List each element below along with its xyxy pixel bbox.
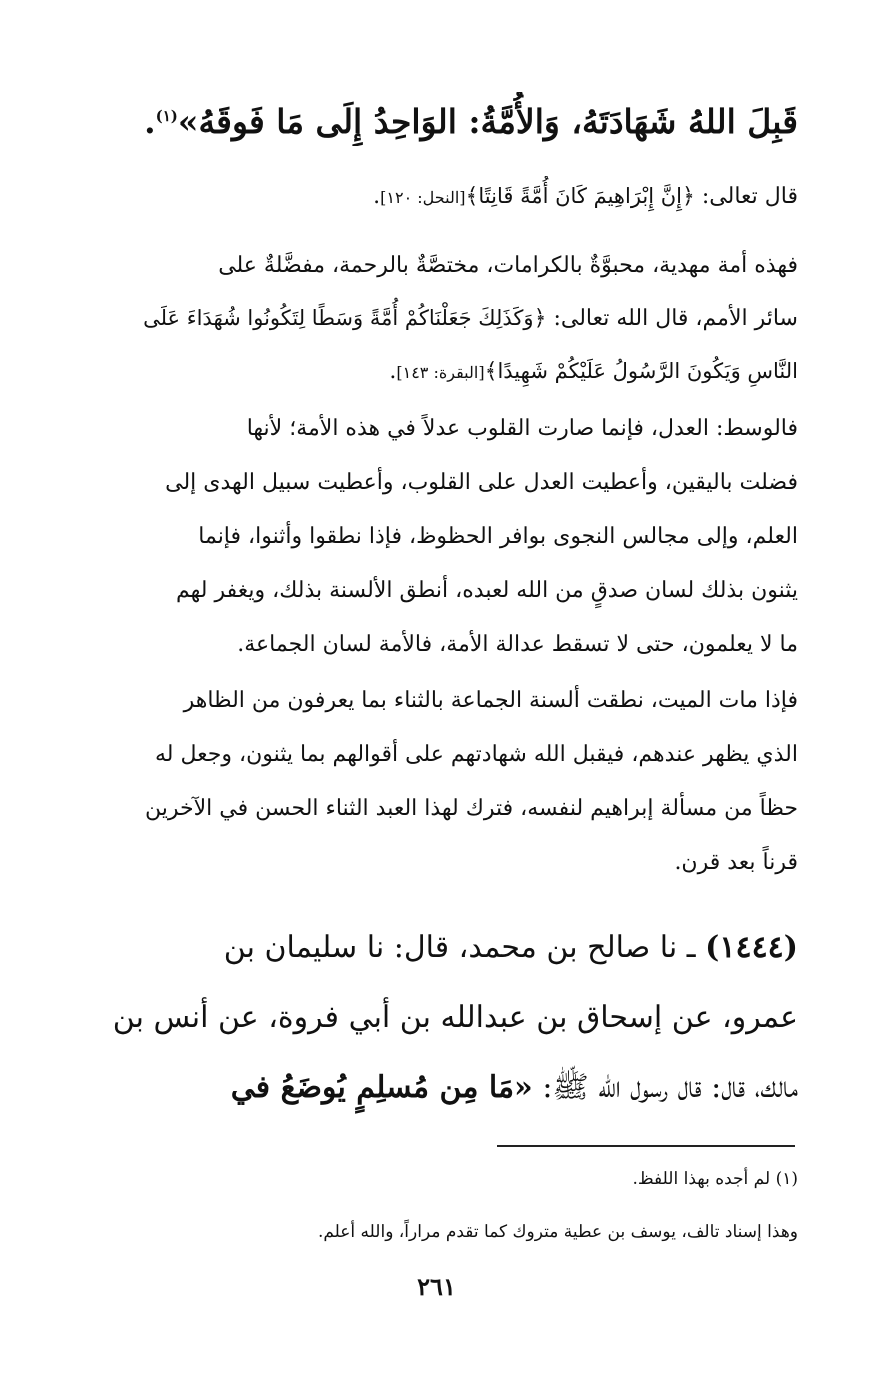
hadith-1444 [88,913,798,1123]
hadith-matn: «مَا مِن مُسلِمٍ يُوضَعُ في [230,1070,533,1105]
quran-verse-baqarah-cont: النَّاسِ وَيَكُونَ الرَّسُولُ عَلَيْكُمْ شَهِيدًا [497,359,798,383]
hadith-line [88,913,798,983]
paragraph-line: فهذه أمة مهدية، محبوَّةٌ بالكرامات، مختصَّةٌ بالرحمة، مفضَّلةٌ على [218,253,798,278]
top-line-text [88,92,798,146]
paragraph-line: العلم، وإلى مجالس النجوى بوافر الحظوظ، فإذا نطقوا وأثنوا، فإنما [198,524,798,549]
verse-intro: قال تعالى: ﴿ [682,184,798,209]
hadith-line: عمرو، عن إسحاق بن عبدالله بن أبي فروة، عن أنس بن [112,1000,798,1035]
verse-tail: . [389,359,397,384]
top-line-tail: . [144,102,156,141]
paragraph-line: قرناً بعد قرن. [674,850,798,875]
paragraph-line: فإذا مات الميت، نطقت ألسنة الجماعة بالثناء بما يعرفون من الظاهر [183,688,798,713]
hadith-line [88,1053,798,1123]
quran-verse-baqarah: وَكَذَلِكَ جَعَلْنَاكُمْ أُمَّةً وَسَطًا لِتَكُونُوا شُهَدَاءَ عَلَى [143,306,534,330]
quran-verse-nahl [88,176,798,218]
top-line-quote: قَبِلَ اللهُ شَهَادَتَهُ، وَالأُمَّةُ: الوَاحِدُ إِلَى مَا فَوقَهُ» [177,102,798,141]
hadith-number: (١٤٤٤) [705,930,798,965]
continuation-line [88,92,798,146]
footnote-1-note: وهذا إسناد تالف، يوسف بن عطية متروك كما تقدم مراراً، والله أعلم. [317,1222,798,1242]
paragraph-line: فالوسط: العدل، فإنما صارت القلوب عدلاً في هذه الأمة؛ لأنها [246,416,798,441]
verse-reference: [النحل: ١٢٠] [380,188,466,207]
page-number: ٢٦١ [417,1272,456,1301]
hadith-isnad-end: مالك، قال: قال رسول الله ﷺ: [542,1070,798,1105]
paragraph-line [88,345,798,399]
paragraph-text: سائر الأمم، قال الله تعالى: ﴿ [533,306,798,331]
paragraph-line: الذي يظهر عندهم، فيقبل الله شهادتهم على أقوالهم بما يثنون، وجعل له [155,742,798,767]
footnotes [88,1165,798,1246]
hadith-isnad: ـ نا صالح بن محمد، قال: نا سليمان بن [223,930,696,965]
paragraph-line: يثنون بذلك لسان صدقٍ من الله لعبده، أنطق الألسنة بذلك، ويغفر لهم [176,578,798,603]
paragraph-death [88,674,798,890]
verse-tail: . [373,184,381,209]
paragraph-line: ما لا يعلمون، حتى لا تسقط عدالة الأمة، فالأمة لسان الجماعة. [237,632,798,657]
paragraph-line: حظاً من مسألة إبراهيم لنفسه، فترك لهذا العبد الثناء الحسن في الآخرين [145,796,798,821]
footnote-divider [497,1145,795,1147]
verse-close-bracket: ﴾ [465,184,479,209]
verse-reference: [البقرة: ١٤٣] [396,363,485,382]
paragraph-wasat [88,402,798,672]
paragraph-line [88,292,798,345]
paragraph-ummah [88,240,798,399]
footnote-1: (١) لم أجده بهذا اللفظ. [632,1169,798,1189]
verse-line [88,176,798,218]
paragraph-line: فضلت باليقين، وأعطيت العدل على القلوب، وأعطيت سبيل الهدى إلى [165,470,798,495]
verse-close-bracket: ﴾ [484,359,498,384]
verse-text: إِنَّ إِبْرَاهِيمَ كَانَ أُمَّةً قَانِتًا [478,184,683,208]
footnote-reference: (١) [155,107,178,125]
